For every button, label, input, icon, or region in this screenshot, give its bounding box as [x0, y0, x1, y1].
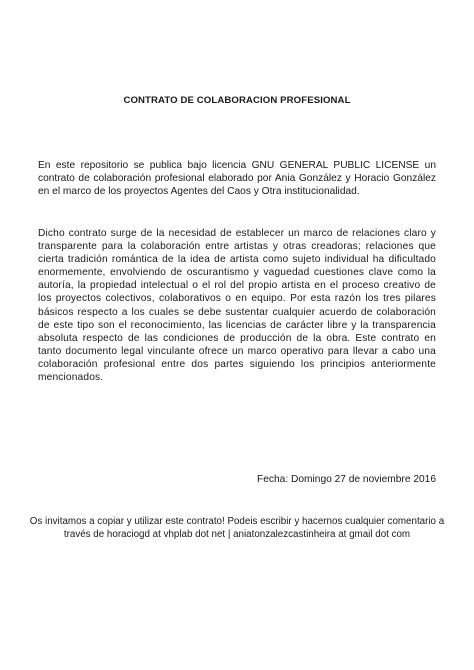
- footer-invitation: Os invitamos a copiar y utilizar este contrato! Podeis escribir y hacernos cualquier comentario a través de horaciogd at vhplab dot net | aniatonzalezcastinheira at gmail dot com: [29, 516, 445, 541]
- document-title: CONTRATO DE COLABORACION PROFESIONAL: [123, 95, 351, 106]
- paragraph-purpose: Dicho contrato surge de la necesidad de establecer un marco de relaciones claro y transparente para la colaboración entre artistas y otras creadoras; relaciones que cierta tradición romántica de la idea de artista como sujeto individual ha dificultado enormemente, envolviendo de oscurantismo y vaguedad cuestiones clave como la autoría, la propiedad intelectual o el rol del propio artista en el proceso creativo de los proyectos colectivos, colaborativos o en equipo. Por esta razón los tres pilares básicos respecto a los cuales se debe sustentar cualquier acuerdo de colaboración de este tipo son el reconocimiento, las licencias de carácter libre y la transparencia absoluta respecto de las condiciones de producción de la obra. Este contrato en tanto documento legal vinculante ofrece un marco operativo para llevar a cabo una colaboración profesional entre dos partes siguiendo los principios anteriormente mencionados.: [38, 228, 436, 384]
- paragraph-license: En este repositorio se publica bajo licencia GNU GENERAL PUBLIC LICENSE un contrato de colaboración profesional elaborado por Ania González y Horacio González en el marco de los proyectos Agentes del Caos y Otra institucionalidad.: [38, 160, 436, 198]
- document-date: Fecha: Domingo 27 de noviembre 2016: [257, 474, 436, 485]
